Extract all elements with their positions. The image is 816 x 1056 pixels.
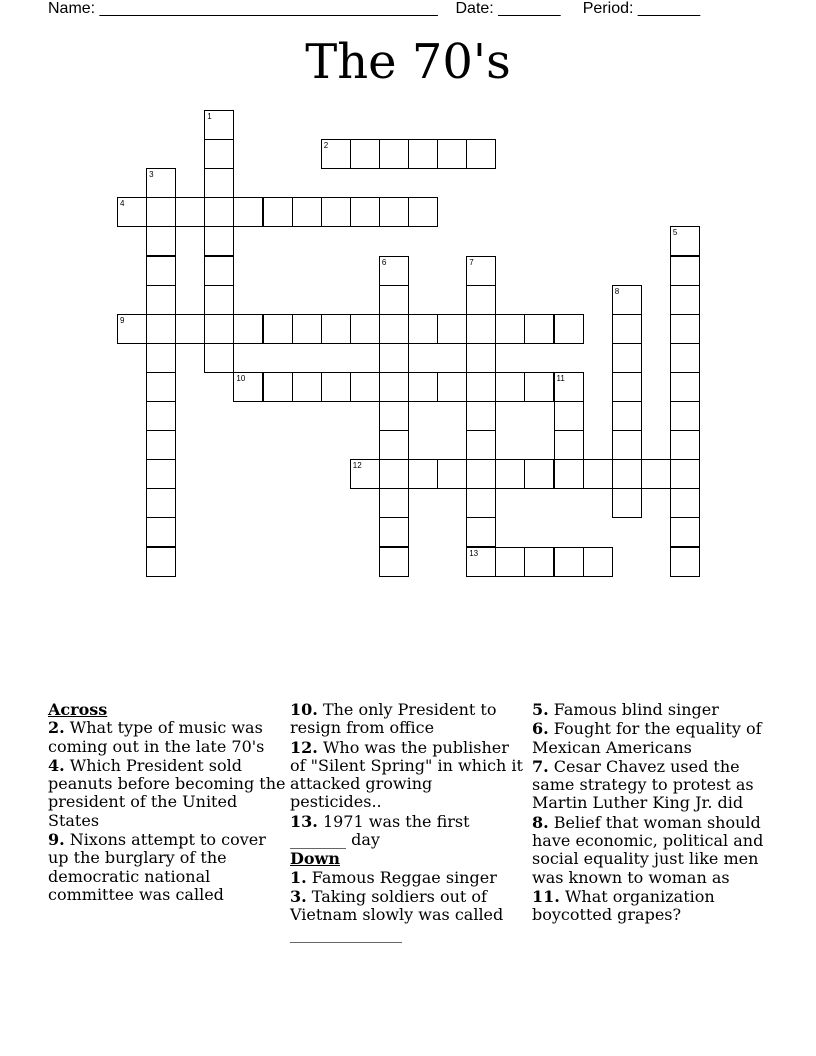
grid-cell[interactable]: [670, 343, 700, 373]
grid-cell[interactable]: [204, 314, 234, 344]
grid-cell[interactable]: [524, 372, 554, 402]
date-label: Date:: [455, 0, 494, 17]
grid-cell[interactable]: [408, 314, 438, 344]
clue-number: 13: [469, 548, 479, 558]
grid-cell[interactable]: [379, 343, 409, 373]
grid-cell[interactable]: [204, 343, 234, 373]
clue-item-text: Taking soldiers out of Vietnam slowly was called ______________: [290, 886, 504, 943]
grid-cell[interactable]: [233, 314, 263, 344]
grid-cell[interactable]: [612, 459, 642, 489]
name-label: Name:: [48, 0, 96, 17]
clue-number: 8: [614, 286, 620, 296]
grid-cell[interactable]: [379, 314, 409, 344]
grid-cell[interactable]: [670, 226, 700, 256]
grid-cell[interactable]: [466, 401, 496, 431]
grid-cell[interactable]: [204, 285, 234, 315]
clue-item: [48, 719, 286, 756]
grid-cell[interactable]: [146, 343, 176, 373]
clue-item-text: Fought for the equality of Mexican Americans: [532, 719, 762, 757]
clue-item-text: Cesar Chavez used the same strategy to protest as Martin Luther King Jr. did: [532, 756, 754, 813]
grid-cell[interactable]: [146, 314, 176, 344]
clue-item-number: 13.: [290, 811, 318, 831]
clue-item-number: 5.: [532, 700, 549, 719]
clue-column-3: [532, 701, 768, 926]
clue-number: 9: [120, 315, 125, 325]
clue-number: 4: [120, 199, 125, 209]
grid-cell[interactable]: [117, 197, 147, 227]
grid-cell[interactable]: [146, 372, 176, 402]
grid-cell[interactable]: [321, 372, 351, 402]
clue-item-text: Who was the publisher of "Silent Spring" in which it attacked growing pesticides..: [290, 737, 523, 812]
clue-item-text: 1971 was the first _______ day: [290, 811, 470, 850]
clue-column-2: [290, 701, 526, 944]
grid-cell[interactable]: [612, 488, 642, 518]
grid-cell[interactable]: [583, 459, 613, 489]
clue-item-number: 8.: [532, 812, 549, 832]
grid-cell[interactable]: [670, 256, 700, 286]
clue-number: 2: [323, 141, 329, 151]
clue-item: [290, 869, 526, 887]
grid-cell[interactable]: [146, 401, 176, 431]
clue-item: [532, 701, 768, 719]
clue-item: [48, 757, 286, 830]
grid-cell[interactable]: [263, 197, 293, 227]
grid-cell[interactable]: [670, 459, 700, 489]
clue-item-number: 3.: [290, 886, 307, 906]
grid-cell[interactable]: [204, 226, 234, 256]
grid-cell[interactable]: [117, 314, 147, 344]
grid-cell[interactable]: [321, 314, 351, 344]
grid-cell[interactable]: [495, 547, 525, 577]
grid-cell[interactable]: [670, 401, 700, 431]
grid-cell[interactable]: [437, 314, 467, 344]
grid-cell[interactable]: [554, 401, 584, 431]
worksheet-header: [48, 0, 700, 18]
grid-cell[interactable]: [146, 459, 176, 489]
grid-cell[interactable]: [495, 372, 525, 402]
grid-cell[interactable]: [408, 459, 438, 489]
grid-cell[interactable]: [146, 226, 176, 256]
grid-cell[interactable]: [350, 197, 380, 227]
grid-cell[interactable]: [292, 197, 322, 227]
clue-number: 6: [381, 257, 387, 267]
grid-cell[interactable]: [379, 139, 409, 169]
grid-cell[interactable]: [670, 314, 700, 344]
clue-item: [532, 758, 768, 813]
grid-cell[interactable]: [204, 197, 234, 227]
grid-cell[interactable]: [670, 285, 700, 315]
clue-item: [290, 888, 526, 943]
grid-cell[interactable]: [233, 197, 263, 227]
clue-number: 10: [236, 373, 246, 383]
grid-cell[interactable]: [670, 488, 700, 518]
grid-cell[interactable]: [204, 168, 234, 198]
grid-cell[interactable]: [321, 139, 351, 169]
grid-cell[interactable]: [466, 139, 496, 169]
grid-cell[interactable]: [292, 372, 322, 402]
grid-cell[interactable]: [554, 547, 584, 577]
grid-cell[interactable]: [554, 372, 584, 402]
period-label: Period:: [582, 0, 634, 17]
clue-number: 12: [352, 461, 362, 471]
clue-number: 11: [556, 373, 565, 383]
grid-cell[interactable]: [437, 139, 467, 169]
clue-column-1: [48, 701, 286, 905]
grid-cell[interactable]: [263, 314, 293, 344]
grid-cell[interactable]: [524, 459, 554, 489]
clue-item-number: 9.: [48, 830, 65, 850]
grid-cell[interactable]: [466, 459, 496, 489]
grid-cell[interactable]: [670, 372, 700, 402]
clue-number: 1: [207, 112, 212, 121]
grid-cell[interactable]: [670, 430, 700, 460]
grid-cell[interactable]: [612, 343, 642, 373]
clue-item: [532, 888, 768, 925]
grid-cell[interactable]: [466, 256, 496, 286]
clue-item-text: Famous Reggae singer: [311, 867, 497, 887]
date-blank[interactable]: _______: [498, 0, 561, 17]
clue-number: 5: [672, 228, 678, 238]
grid-cell[interactable]: [204, 256, 234, 286]
clue-item-text: What organization boycotted grapes?: [532, 886, 715, 925]
grid-cell[interactable]: [175, 314, 205, 344]
section-heading: Across: [48, 700, 108, 719]
clue-item-text: Which President sold peanuts before becoming the president of the United States: [48, 755, 286, 830]
grid-cell[interactable]: [612, 314, 642, 344]
grid-cell[interactable]: [379, 256, 409, 286]
clue-item-number: 12.: [290, 737, 318, 757]
clue-item-number: 2.: [48, 718, 65, 738]
clue-item: [290, 739, 526, 812]
grid-cell[interactable]: [233, 372, 263, 402]
grid-cell[interactable]: [466, 430, 496, 460]
grid-cell[interactable]: [524, 547, 554, 577]
grid-cell[interactable]: [379, 372, 409, 402]
grid-cell[interactable]: [321, 197, 351, 227]
clue-item-text: Belief that woman should have economic, political and social equality just like men was known to woman as: [532, 812, 764, 887]
grid-cell[interactable]: [379, 430, 409, 460]
grid-cell[interactable]: [350, 314, 380, 344]
clue-item: [532, 814, 768, 887]
grid-cell[interactable]: [146, 285, 176, 315]
grid-cell[interactable]: [146, 197, 176, 227]
grid-cell[interactable]: [175, 197, 205, 227]
grid-cell[interactable]: [204, 110, 234, 140]
clue-item: [290, 813, 526, 850]
grid-cell[interactable]: [379, 517, 409, 547]
grid-cell[interactable]: [350, 139, 380, 169]
grid-cell[interactable]: [350, 459, 380, 489]
clue-item-text: Famous blind singer: [553, 700, 719, 719]
grid-cell[interactable]: [554, 459, 584, 489]
grid-cell[interactable]: [670, 517, 700, 547]
grid-cell[interactable]: [495, 459, 525, 489]
grid-cell[interactable]: [146, 547, 176, 577]
grid-cell[interactable]: [466, 285, 496, 315]
clue-number: 3: [149, 170, 154, 180]
grid-cell[interactable]: [612, 372, 642, 402]
clue-item: [290, 701, 526, 738]
clue-item-number: 11.: [532, 886, 560, 906]
grid-cell[interactable]: [379, 488, 409, 518]
clue-item-number: 1.: [290, 867, 307, 887]
clue-number: 7: [469, 257, 474, 267]
grid-cell[interactable]: [379, 285, 409, 315]
grid-cell[interactable]: [379, 547, 409, 577]
grid-cell[interactable]: [379, 197, 409, 227]
grid-cell[interactable]: [437, 372, 467, 402]
section-heading: Down: [290, 849, 340, 869]
clue-item-text: What type of music was coming out in the late 70's: [48, 718, 265, 756]
grid-cell[interactable]: [466, 314, 496, 344]
grid-cell[interactable]: [350, 372, 380, 402]
grid-cell[interactable]: [204, 139, 234, 169]
clue-item: [48, 831, 286, 904]
grid-cell[interactable]: [670, 547, 700, 577]
grid-cell[interactable]: [408, 197, 438, 227]
clue-item-number: 7.: [532, 756, 549, 776]
clue-item-number: 6.: [532, 719, 549, 739]
name-blank[interactable]: ______________________________________: [99, 0, 438, 17]
page-title: The 70's: [305, 34, 511, 90]
grid-cell[interactable]: [466, 517, 496, 547]
grid-cell[interactable]: [146, 517, 176, 547]
grid-cell[interactable]: [466, 547, 496, 577]
grid-cell[interactable]: [437, 459, 467, 489]
clue-item-text: The only President to resign from office: [290, 700, 497, 738]
grid-cell[interactable]: [146, 256, 176, 286]
grid-cell[interactable]: [495, 314, 525, 344]
grid-cell[interactable]: [554, 430, 584, 460]
grid-cell[interactable]: [583, 547, 613, 577]
grid-cell[interactable]: [466, 343, 496, 373]
grid-cell[interactable]: [408, 139, 438, 169]
grid-cell[interactable]: [466, 372, 496, 402]
grid-cell[interactable]: [146, 430, 176, 460]
clue-item: [532, 720, 768, 757]
grid-cell[interactable]: [612, 285, 642, 315]
grid-cell[interactable]: [379, 401, 409, 431]
grid-cell[interactable]: [524, 314, 554, 344]
grid-cell[interactable]: [641, 459, 671, 489]
grid-cell[interactable]: [612, 401, 642, 431]
grid-cell[interactable]: [466, 488, 496, 518]
clue-item-number: 10.: [290, 700, 318, 719]
grid-cell[interactable]: [612, 430, 642, 460]
clue-item-text: Nixons attempt to cover up the burglary of the democratic national committee was called: [48, 830, 266, 904]
grid-cell[interactable]: [379, 459, 409, 489]
grid-cell[interactable]: [554, 314, 584, 344]
period-blank[interactable]: _______: [637, 0, 701, 17]
grid-cell[interactable]: [292, 314, 322, 344]
grid-cell[interactable]: [408, 372, 438, 402]
grid-cell[interactable]: [146, 168, 176, 198]
clue-item-number: 4.: [48, 755, 65, 775]
grid-cell[interactable]: [263, 372, 293, 402]
grid-cell[interactable]: [146, 488, 176, 518]
